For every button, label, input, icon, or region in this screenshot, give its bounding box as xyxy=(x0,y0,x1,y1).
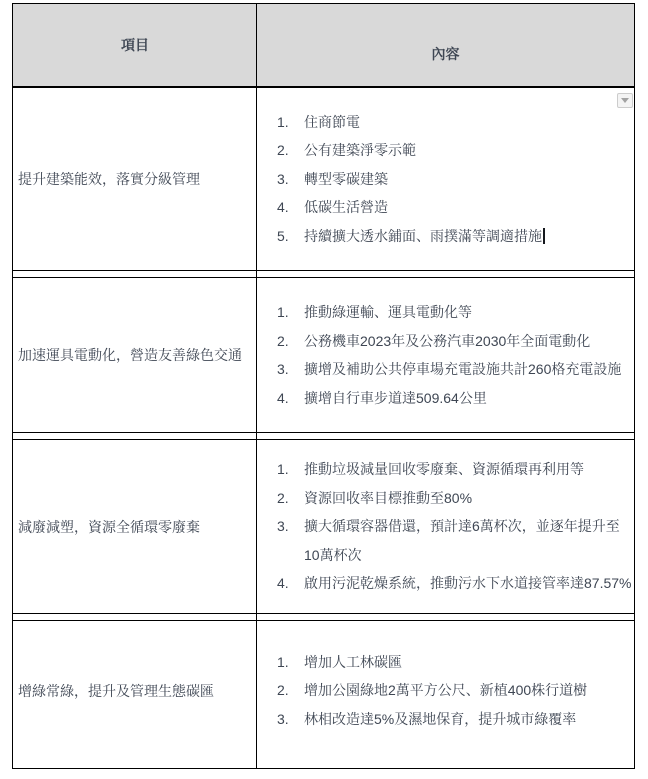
list-item-text: 擴增及補助公共停車場充電設施共計260格充電設施 xyxy=(304,361,622,377)
numbered-list xyxy=(277,298,632,412)
list-item-text: 資源回收率目標推動至80% xyxy=(304,489,473,506)
header-item-label: 項目 xyxy=(121,37,149,53)
item-title: 增綠常綠，提升及管理生態碳匯 xyxy=(18,682,214,699)
list-item xyxy=(277,384,632,413)
list-item xyxy=(277,327,632,356)
text-cursor xyxy=(543,228,545,244)
list-number: 3. xyxy=(277,170,289,187)
table-dropdown-button[interactable] xyxy=(617,93,633,108)
list-item-text: 住商節電 xyxy=(304,113,360,130)
table-body xyxy=(13,88,634,760)
table-row xyxy=(13,620,634,760)
numbered-list xyxy=(277,455,632,598)
list-item-text: 增加人工林碳匯 xyxy=(304,653,402,670)
measures-table xyxy=(12,3,635,769)
item-title: 提升建築能效，落實分級管理 xyxy=(18,171,200,187)
list-item xyxy=(277,108,632,137)
column-divider xyxy=(256,4,258,768)
list-number: 4. xyxy=(277,199,289,216)
list-item xyxy=(277,165,632,194)
list-item xyxy=(277,298,632,327)
content-cell[interactable] xyxy=(257,88,634,270)
table-row xyxy=(13,277,634,433)
item-cell[interactable] xyxy=(13,621,257,760)
list-number: 1. xyxy=(277,304,289,320)
list-number: 4. xyxy=(277,575,289,592)
item-cell[interactable] xyxy=(13,440,257,613)
content-cell[interactable] xyxy=(257,621,634,760)
header-cell-item xyxy=(13,4,257,86)
list-item xyxy=(277,484,632,513)
list-item-text: 林相改造達5%及濕地保育，提升城市綠覆率 xyxy=(304,710,577,727)
item-title: 減廢減塑，資源全循環零廢棄 xyxy=(18,518,200,535)
list-item-text: 公有建築淨零示範 xyxy=(304,142,416,159)
list-item-text: 擴大循環容器借還，預計達6萬杯次，並逐年提升至10萬杯次 xyxy=(304,518,620,563)
list-item-text: 推動綠運輸、運具電動化等 xyxy=(304,304,472,320)
list-number: 1. xyxy=(277,461,289,478)
list-item xyxy=(277,676,632,705)
list-item-text: 擴增自行車步道達509.64公里 xyxy=(304,389,487,406)
list-number: 3. xyxy=(277,710,289,727)
list-number: 3. xyxy=(277,361,289,377)
content-cell[interactable] xyxy=(257,440,634,613)
list-item xyxy=(277,193,632,222)
list-item xyxy=(277,136,632,165)
numbered-list xyxy=(277,108,632,251)
list-item-text: 公務機車2023年及公務汽車2030年全面電動化 xyxy=(304,332,591,349)
list-item xyxy=(277,569,632,598)
list-number: 2. xyxy=(277,332,289,349)
chevron-down-icon xyxy=(621,98,629,103)
list-item-text: 轉型零碳建築 xyxy=(304,170,388,187)
header-cell-content xyxy=(257,4,634,86)
list-item-text: 持續擴大透水鋪面、雨撲滿等調適措施 xyxy=(304,227,542,244)
list-item-text: 增加公園綠地2萬平方公尺、新植400株行道樹 xyxy=(304,682,588,699)
item-title: 加速運具電動化，營造友善綠色交通 xyxy=(18,347,242,363)
header-content-label: 內容 xyxy=(431,46,460,62)
list-number: 5. xyxy=(277,227,289,244)
list-item xyxy=(277,455,632,484)
list-item xyxy=(277,222,632,251)
list-number: 4. xyxy=(277,389,289,406)
list-item-text: 推動垃圾減量回收零廢棄、資源循環再利用等 xyxy=(304,461,584,478)
list-item xyxy=(277,512,632,569)
list-item xyxy=(277,705,632,734)
item-cell[interactable] xyxy=(13,88,257,270)
list-number: 2. xyxy=(277,142,289,159)
list-number: 2. xyxy=(277,489,289,506)
list-item xyxy=(277,355,632,384)
table-header-row xyxy=(13,4,634,88)
list-number: 1. xyxy=(277,653,289,670)
numbered-list xyxy=(277,648,632,734)
table-row xyxy=(13,439,634,614)
list-number: 2. xyxy=(277,682,289,699)
list-number: 3. xyxy=(277,518,289,535)
table-row xyxy=(13,88,634,271)
list-item xyxy=(277,648,632,677)
list-number: 1. xyxy=(277,113,289,130)
item-cell[interactable] xyxy=(13,278,257,432)
list-item-text: 低碳生活營造 xyxy=(304,199,388,216)
list-item-text: 啟用污泥乾燥系統，推動污水下水道接管率達87.57% xyxy=(304,575,632,592)
content-cell[interactable] xyxy=(257,278,634,432)
